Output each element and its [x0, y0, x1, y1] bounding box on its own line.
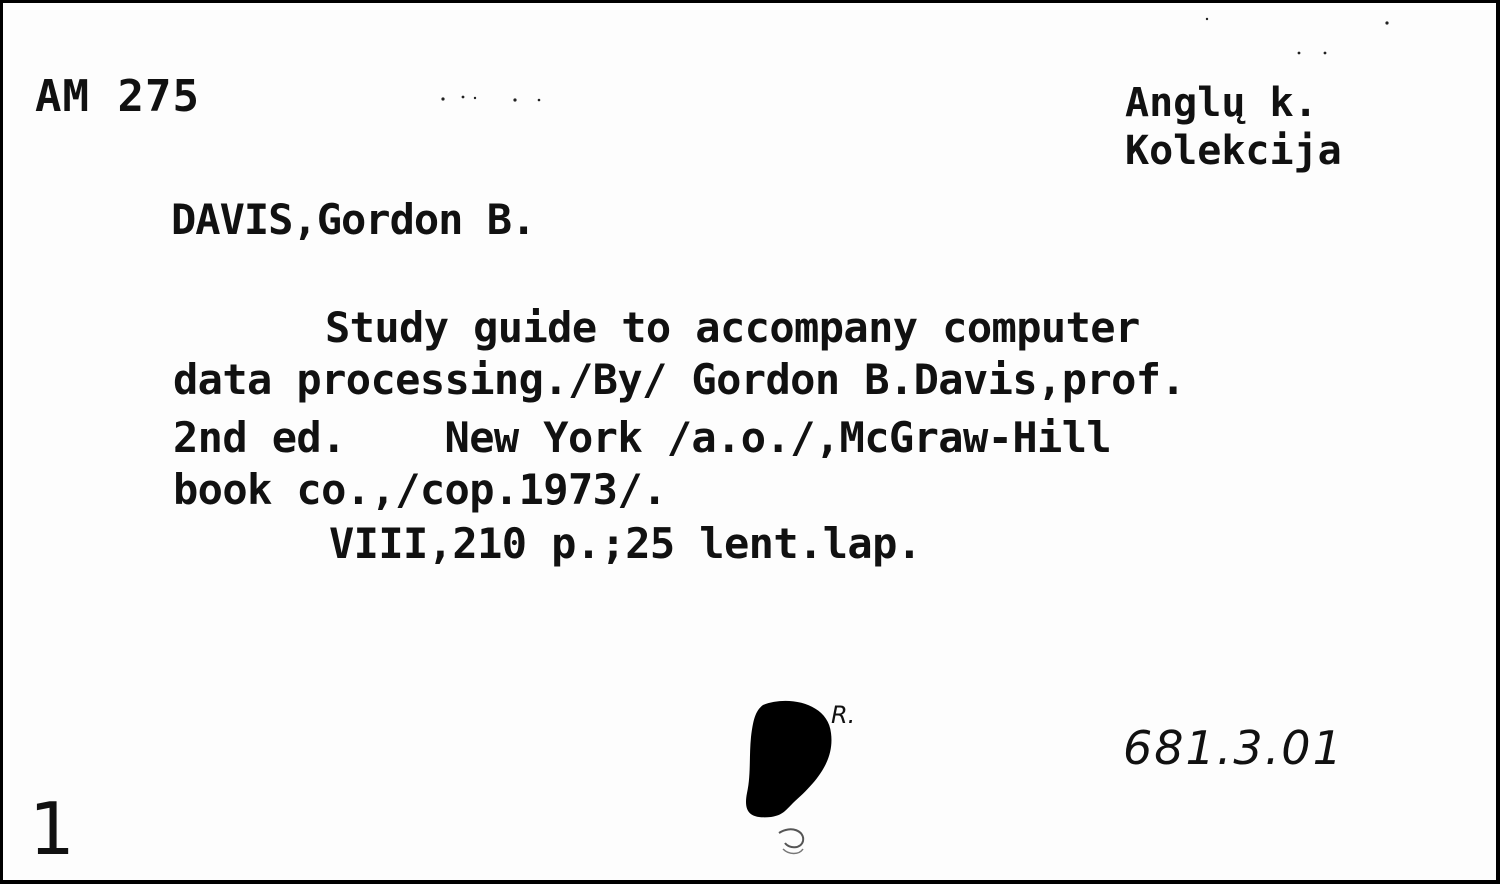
handwritten-r-mark: R. — [831, 701, 856, 729]
imprint-line-1: 2nd ed. New York /a.o./,McGraw-Hill — [173, 413, 1112, 462]
ink-stamp-mark — [733, 693, 843, 863]
author-heading: DAVIS,Gordon B. — [171, 195, 536, 244]
card-number: 1 — [29, 787, 75, 871]
classification-number: 681.3.01 — [1123, 721, 1344, 775]
title-line-2: data processing./By/ Gordon B.Davis,prof. — [173, 355, 1186, 404]
title-line-1: Study guide to accompany computer — [325, 303, 1140, 352]
shelfmark: AM 275 — [35, 71, 200, 122]
language-note: Anglų k. — [1125, 80, 1318, 126]
collection-note: Kolekcija — [1125, 128, 1342, 174]
collation-line: VIII,210 p.;25 lent.lap. — [329, 519, 922, 568]
imprint-line-2: book co.,/cop.1973/. — [173, 465, 667, 514]
